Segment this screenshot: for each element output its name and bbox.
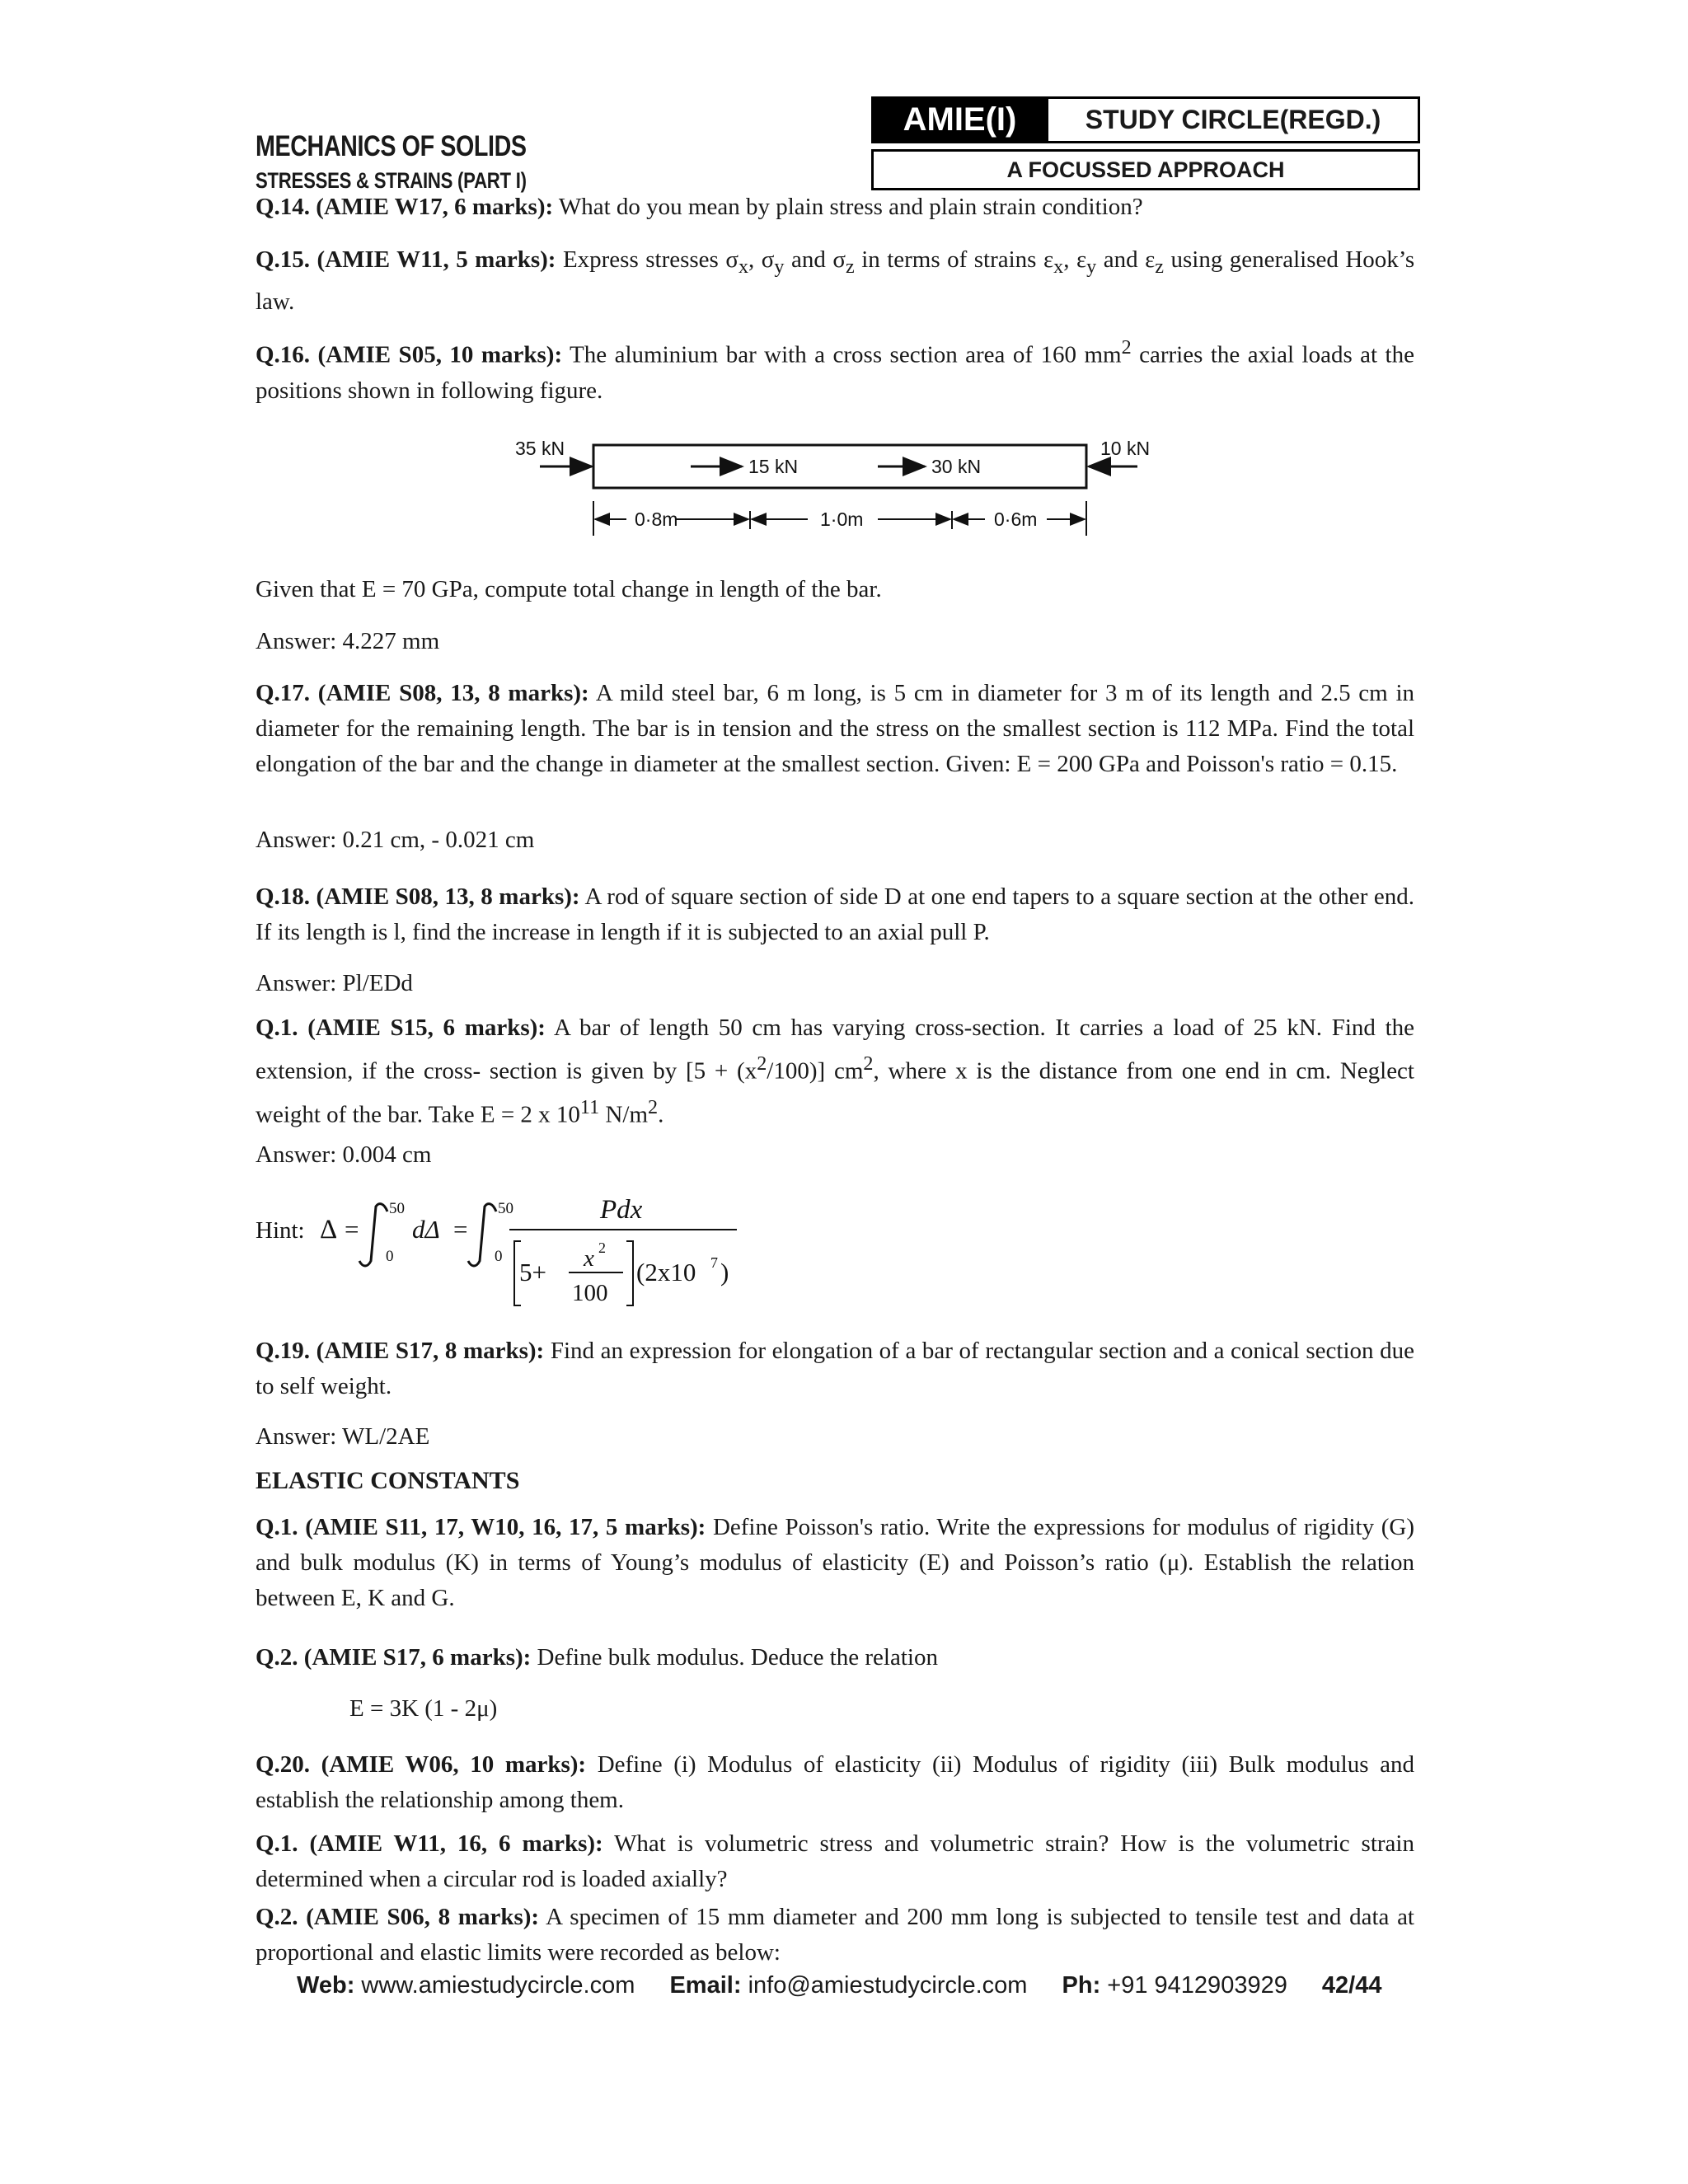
question-text: carries the axial loads at the positions shown in following figure. xyxy=(256,341,1414,404)
question-text: N/m xyxy=(599,1101,648,1128)
q19-answer: Answer: WL/2AE xyxy=(256,1423,430,1450)
question-ec-q2-s06 xyxy=(256,1900,1414,1971)
question-text: What do you mean by plain stress and plain strain condition? xyxy=(558,194,1143,220)
subscript: z xyxy=(845,255,855,278)
question-text: /100)] cm xyxy=(767,1057,864,1085)
question-ec-q2 xyxy=(256,1640,1414,1675)
integral-lower-limit: 0 xyxy=(386,1248,394,1265)
q16-answer: Answer: 4.227 mm xyxy=(256,628,440,654)
question-q1-s15 xyxy=(256,1010,1414,1132)
phone-number: +91 9412903929 xyxy=(1107,1972,1287,1999)
brand-study-circle: STUDY CIRCLE(REGD.) xyxy=(1048,96,1420,143)
question-q18 xyxy=(256,879,1414,950)
q17-answer: Answer: 0.21 cm, - 0.021 cm xyxy=(256,827,535,853)
question-text: Define bulk modulus. Deduce the relation xyxy=(537,1644,938,1671)
question-text: A bar of length 50 cm has varying cross-section. It carries a load of 25 kN. Find the extension, if the cross- section is given by [5 + (x xyxy=(256,1015,1414,1085)
load-label-right: 10 kN xyxy=(1100,438,1151,459)
email-link[interactable]: info@amiestudycircle.com xyxy=(748,1972,1028,1999)
question-label: Q.18. (AMIE S08, 13, 8 marks): xyxy=(256,883,580,910)
page-number: 42/44 xyxy=(1321,1972,1382,1999)
q18-answer: Answer: Pl/EDd xyxy=(256,970,413,996)
q16-given: Given that E = 70 GPa, compute total change in length of the bar. xyxy=(256,576,882,602)
integral-upper-limit: 50 xyxy=(389,1200,405,1217)
question-label: Q.19. (AMIE S17, 8 marks): xyxy=(256,1338,545,1364)
question-text: The aluminium bar with a cross section area of 160 mm xyxy=(570,341,1122,368)
question-ec-q1-w11 xyxy=(256,1826,1414,1897)
question-label: Q.1. (AMIE W11, 16, 6 marks): xyxy=(256,1830,603,1857)
x-variable: x xyxy=(584,1245,594,1272)
question-text: Define Poisson's ratio. Write the expressions for modulus of rigidity (G) and bulk modulus (K) in terms of Young’s modulus of elasticity (E) and Poisson’s ratio (μ). Establish the relation between E, K and G. xyxy=(256,1514,1414,1611)
hint-label: Hint: xyxy=(256,1217,305,1244)
load-label-left: 35 kN xyxy=(515,438,565,459)
subject-title: MECHANICS OF SOLIDS xyxy=(256,130,527,162)
sigma-symbol: σ xyxy=(832,246,846,273)
five-plus: 5+ xyxy=(519,1258,546,1286)
question-label: Q.16. (AMIE S05, 10 marks): xyxy=(256,341,563,368)
denominator-100: 100 xyxy=(572,1280,608,1306)
integral-lower-limit: 0 xyxy=(495,1248,503,1265)
bar-outline xyxy=(593,445,1086,488)
page-footer xyxy=(297,1972,1451,1999)
question-ec-q1 xyxy=(256,1510,1414,1616)
load-label-15kn: 15 kN xyxy=(748,456,799,477)
chapter-subtitle: STRESSES & STRAINS (PART I) xyxy=(256,168,527,193)
superscript: 2 xyxy=(863,1052,874,1075)
integral-upper-limit: 50 xyxy=(498,1200,513,1217)
question-q16 xyxy=(256,330,1414,409)
axial-load-bar-figure xyxy=(503,429,1162,544)
epsilon-symbol: ε xyxy=(1076,246,1087,273)
fraction-numerator: Pdx xyxy=(600,1195,643,1225)
question-text: Find an expression for elongation of a bar of rectangular section and a conical section due to self weight. xyxy=(256,1338,1414,1399)
section-heading: ELASTIC CONSTANTS xyxy=(256,1467,520,1494)
equals-sign: = xyxy=(453,1215,468,1244)
sigma-symbol: σ xyxy=(761,246,775,273)
epsilon-symbol: ε xyxy=(1043,246,1054,273)
question-label: Q.15. (AMIE W11, 5 marks): xyxy=(256,246,556,273)
question-q20 xyxy=(256,1747,1414,1818)
question-text: and xyxy=(1103,246,1138,273)
question-q17 xyxy=(256,676,1414,782)
integral-sign xyxy=(359,1204,387,1266)
subscript: z xyxy=(1155,255,1164,278)
q1-answer: Answer: 0.004 cm xyxy=(256,1141,432,1168)
delta-symbol: Δ xyxy=(320,1215,338,1244)
subscript: x xyxy=(738,255,749,278)
question-text: A mild steel bar, 6 m long, is 5 cm in diameter for 3 m of its length and 2.5 cm in diameter for the remaining length. The bar is in tension and the stress on the smallest section is 112 MPa. Find the total elongation of the bar and the change in diameter at the smallest section. Given: E = 200 GPa and Poisson's ratio = 0.15. xyxy=(256,680,1415,777)
question-text: , where x is the distance from one end in cm. Neglect weight of the bar. Take E = 2 x 10 xyxy=(256,1057,1414,1128)
question-label: Q.14. (AMIE W17, 6 marks): xyxy=(256,194,554,220)
question-text: A specimen of 15 mm diameter and 200 mm long is subjected to tensile test and data at proportional and elastic limits were recorded as below: xyxy=(256,1904,1414,1966)
question-q19 xyxy=(256,1333,1414,1404)
subscript: y xyxy=(774,255,785,278)
question-label: Q.1. (AMIE S11, 17, W10, 16, 17, 5 marks): xyxy=(256,1514,706,1540)
question-label: Q.2. (AMIE S17, 6 marks): xyxy=(256,1644,532,1671)
relation-formula: E = 3K (1 - 2μ) xyxy=(349,1695,498,1722)
question-text: using generalised Hook’s law. xyxy=(256,246,1415,315)
exponent: 7 xyxy=(710,1254,718,1271)
document-header xyxy=(256,130,586,194)
brand-name: AMIE(I) xyxy=(871,96,1048,143)
question-text: Define (i) Modulus of elasticity (ii) Modulus of rigidity (iii) Bulk modulus and establish the relationship among them. xyxy=(256,1751,1414,1813)
superscript: 2 xyxy=(648,1095,659,1118)
question-q14 xyxy=(256,190,1414,225)
bracket-right xyxy=(626,1241,633,1305)
question-text: . xyxy=(658,1101,664,1128)
question-text: and xyxy=(790,246,826,273)
exponent: 2 xyxy=(598,1240,606,1256)
superscript: 2 xyxy=(1121,336,1132,359)
dim-label-1: 0·8m xyxy=(635,509,678,530)
question-label: Q.20. (AMIE W06, 10 marks): xyxy=(256,1751,587,1778)
equals-sign: = xyxy=(345,1215,359,1244)
brand-banner xyxy=(871,96,1420,143)
question-text: in terms of strains xyxy=(861,246,1037,273)
superscript: 11 xyxy=(579,1095,600,1118)
brand-tagline: A FOCUSSED APPROACH xyxy=(871,149,1420,190)
load-label-30kn: 30 kN xyxy=(931,456,982,477)
question-label: Q.1. (AMIE S15, 6 marks): xyxy=(256,1015,546,1041)
question-text: What is volumetric stress and volumetric strain? How is the volumetric strain determined when a circular rod is loaded axially? xyxy=(256,1830,1414,1892)
web-label: Web: xyxy=(297,1972,355,1999)
modulus-factor: (2x10 xyxy=(636,1258,696,1286)
dim-label-2: 1·0m xyxy=(820,509,864,530)
sigma-symbol: σ xyxy=(725,246,738,273)
question-label: Q.17. (AMIE S08, 13, 8 marks): xyxy=(256,680,589,706)
integral-sign xyxy=(468,1204,496,1266)
subscript: x xyxy=(1053,255,1064,278)
phone-label: Ph: xyxy=(1062,1972,1101,1999)
question-text: Express stresses xyxy=(562,246,719,273)
question-q15: Q.15. (AMIE W11, 5 marks): Express stresses $\sigma_x$, $\sigma_y$ and $\sigma_z$ in terms of strains $\varepsilon_x$, $\varepsilon_y$ and $\varepsilon_z$ using generalised Hook’s law. xyxy=(256,246,1415,315)
subscript: y xyxy=(1086,255,1097,278)
dim-label-3: 0·6m xyxy=(994,509,1038,530)
question-text: A rod of square section of side D at one end tapers to a square section at the other end. If its length is l, find the increase in length if it is subjected to an axial pull P. xyxy=(256,883,1414,945)
website-link[interactable]: www.amiestudycircle.com xyxy=(361,1972,635,1999)
email-label: Email: xyxy=(669,1972,742,1999)
epsilon-symbol: ε xyxy=(1145,246,1156,273)
hint-formula xyxy=(256,1179,832,1319)
question-label: Q.2. (AMIE S06, 8 marks): xyxy=(256,1904,540,1930)
superscript: 2 xyxy=(757,1052,767,1075)
close-paren: ) xyxy=(720,1258,729,1286)
d-delta: dΔ xyxy=(412,1215,440,1244)
